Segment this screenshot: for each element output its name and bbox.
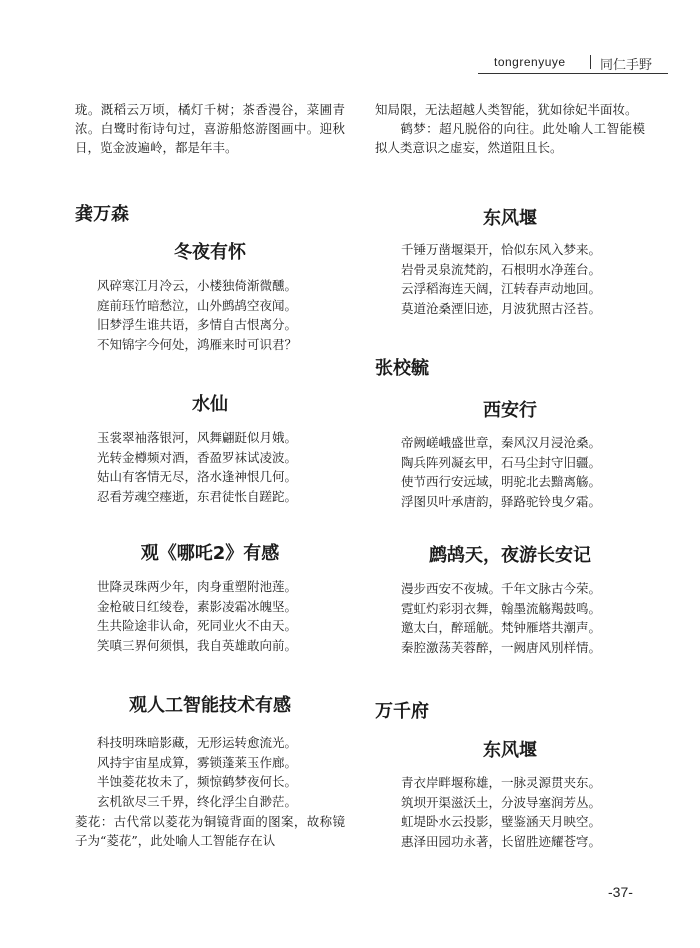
poem-line: 云浮稻海连天阔，江转春声动地回。: [401, 281, 602, 296]
poem-line: 漫步西安不夜城。千年文脉古今荣。: [401, 581, 602, 596]
header-rule: [478, 73, 668, 74]
poem-line: 笑嗔三界何须惧，我自英雄敢向前。: [97, 637, 298, 653]
poem-line: 邀太白，醉瑶觥。梵钟雁塔共潮声。: [401, 620, 602, 635]
poem-line: 不知锦字今何处，鸿雁来时可识君？: [97, 336, 298, 352]
author-heading-gong: 龚万森: [75, 204, 129, 225]
header-separator: [590, 55, 591, 69]
poem-title-winter-night: 冬夜有怀: [174, 242, 246, 263]
intro-continuation: 珑。溉稻云万顷，橘灯千树；茶香漫谷，菜圃青浓。白鹭时衔诗句过，喜游船悠游图画中。迎秋日，览金波遍岭，都是年丰。: [75, 102, 345, 155]
poem-body-narcissus: [97, 428, 345, 506]
poem-line: 旧梦浮生谁共语，多情自古恨离分。: [97, 317, 298, 332]
poem-line: 莫道沧桑湮旧迹，月波犹照古泾苔。: [401, 300, 602, 316]
poem-line: 忍看芳魂空瘗逝，东君徒怅自蹉跎。: [97, 488, 298, 504]
poem-line: 虹堤卧水云投影，璧鉴涵天月映空。: [401, 814, 602, 829]
poem-title-dongfengyan-1: 东风堰: [483, 208, 537, 229]
poem-line: 陶兵阵列凝玄甲，石马尘封守旧疆。: [401, 454, 602, 470]
footnote-text: 鹤梦：超凡脱俗的向往。此处喻人工智能模拟人类意识之虚妄，然道阻且长。: [375, 121, 645, 155]
poem-line: 岩骨灵泉流梵韵，石根明水净莲台。: [401, 261, 602, 277]
footnote-continuation: 知局限，无法超越人类智能，犹如徐妃半面妆。: [375, 102, 638, 117]
poem-line: 霓虹灼彩羽衣舞，翰墨流觞羯鼓鸣。: [401, 600, 602, 616]
footnote-hemeng: [375, 119, 645, 157]
author-heading-wan: 万千府: [375, 701, 429, 722]
poem-line: 筑坝开渠滋沃土，分波导塞润芳丛。: [401, 794, 602, 810]
poem-line: 光转金樽频对酒，香盈罗袜试凌波。: [97, 449, 298, 465]
poem-title-narcissus: 水仙: [192, 394, 228, 415]
poem-line: 千锤万凿堰渠开，恰似东风入梦来。: [401, 242, 602, 257]
left-column: [75, 100, 345, 848]
poem-line: 金枪破日红绫卷，素影凌霜冰魄坚。: [97, 598, 298, 614]
poem-body-winter-night: [97, 276, 345, 354]
poem-title-xian: 西安行: [483, 400, 537, 421]
poem-line: 庭前珏竹暗愁泣，山外鹧鸪空夜闻。: [97, 297, 298, 313]
poem-title-zhegutian: 鹧鸪天，夜游长安记: [429, 545, 591, 566]
poem-line: 世降灵珠两少年，肉身重塑附池莲。: [97, 579, 298, 594]
poem-body-nezha: [97, 577, 345, 655]
poem-line: 使节西行安远域，明驼北去黯离觞。: [401, 474, 602, 489]
poem-body-dongfengyan-2: [401, 773, 645, 851]
poem-line: 姑山有客情无尽，洛水逢神恨几何。: [97, 469, 298, 484]
poem-title-nezha: 观《哪吒2》有感: [140, 543, 280, 564]
poem-line: 玄机欲尽三千界，终化浮尘自渺茫。: [97, 793, 298, 809]
page-number: -37-: [608, 884, 633, 900]
poem-line: 青衣岸畔堰称雄，一脉灵源贯夹东。: [401, 775, 602, 790]
poem-body-dongfengyan-1: [401, 240, 645, 318]
poem-line: 浮图贝叶承唐韵，驿路驼铃曳夕霜。: [401, 493, 602, 509]
header-journal-name: 同仁手野: [600, 58, 653, 73]
poem-title-ai: 观人工智能技术有感: [129, 695, 291, 716]
poem-body-xian: [401, 433, 645, 511]
poem-line: 风碎寒江月冷云，小楼独倚渐微醺。: [97, 278, 298, 293]
poem-body-zhegutian: [401, 579, 645, 657]
poem-line: 半蚀菱花妆未了，频惊鹤梦夜何长。: [97, 774, 298, 789]
poem-body-ai: [97, 733, 345, 811]
poem-line: 生共险途非认命，死同业火不由天。: [97, 618, 298, 633]
footnote-linghua: [75, 812, 345, 850]
poem-line: 科技明珠暗影藏，无形运转愈流光。: [97, 735, 298, 750]
poem-line: 秦腔激荡芙蓉醉，一阙唐风別样情。: [401, 639, 602, 655]
poem-line: 风持宇宙星成算，雾锁蓬莱玉作廊。: [97, 754, 298, 770]
poem-line: 惠泽田园功永著，长留胜迹耀苍穹。: [401, 833, 602, 849]
poem-title-dongfengyan-2: 东风堰: [483, 740, 537, 761]
right-column: [375, 100, 645, 849]
footnote-text: 菱花：古代常以菱花为铜镜背面的图案，故称镜子为“菱花”，此处喻人工智能存在认: [75, 814, 345, 848]
running-header: [478, 52, 668, 74]
poem-line: 帝阙嵯峨盛世章，秦风汉月浸沧桑。: [401, 435, 602, 450]
header-journal-pinyin: tongrenyuye: [494, 55, 566, 69]
poem-line: 玉裳翠袖落银河，风舞翩跹似月娥。: [97, 430, 298, 445]
author-heading-zhang: 张校毓: [375, 358, 429, 379]
